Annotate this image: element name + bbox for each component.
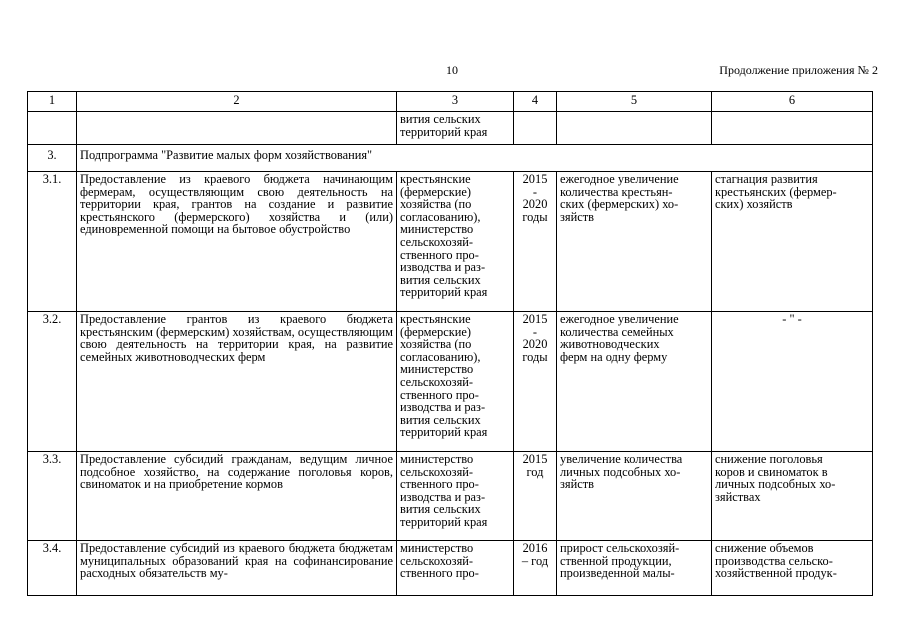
row-risk: снижение объемов производства сельско- хозяйственной продук- — [712, 541, 873, 596]
column-header: 1 — [28, 92, 77, 112]
row-description: Предоставление грантов из краевого бюджета крестьянским (фермерским) хозяйствам, осуществляющим свою деятельность на территории края, на развитие семейных животноводческих ферм — [77, 312, 397, 452]
section-number: 3. — [28, 145, 77, 172]
row-description: Предоставление субсидий из краевого бюджета бюджетам муниципальных образований края на софинансирование расходных обязательств му- — [80, 542, 393, 581]
row-description-cell — [77, 541, 397, 596]
row-description: Предоставление из краевого бюджета начинающим фермерам, осуществляющим свою деятельность на территории края, грантов на создание и развитие крестьянского (фермерского) хозяйства и (или) единовременной помощи на бытовое обустройство — [77, 172, 397, 312]
row-description: Предоставление субсидий гражданам, ведущим личное подсобное хозяйство, на содержание поголовья коров, свиноматок и на приобретение кормов — [77, 452, 397, 541]
row-period: 2015 - 2020 годы — [514, 312, 557, 452]
row-risk: стагнация развития крестьянских (фермер- ских) хозяйств — [712, 172, 873, 312]
column-header: 3 — [397, 92, 514, 112]
row-executor: крестьянские (фермерские) хозяйства (по согласованию), министерство сельскохозяй- ственного про- изводства и раз- вития сельских территорий края — [397, 312, 514, 452]
column-header: 5 — [557, 92, 712, 112]
row-result: ежегодное увеличение количества крестьян- ских (фермерских) хо- зяйств — [557, 172, 712, 312]
row-result: прирост сельскохозяй- ственной продукции, произведенной малы- — [557, 541, 712, 596]
continuation-label: Продолжение приложения № 2 — [719, 63, 878, 77]
column-header: 6 — [712, 92, 873, 112]
column-header: 4 — [514, 92, 557, 112]
column-header: 2 — [77, 92, 397, 112]
row-result: увеличение количества личных подсобных хо- зяйств — [557, 452, 712, 541]
column-header-row — [28, 92, 873, 112]
row-period: 2015 - 2020 годы — [514, 172, 557, 312]
row-number: 3.4. — [28, 541, 77, 596]
row-number: 3.3. — [28, 452, 77, 541]
table-row — [28, 452, 873, 541]
row-executor: министерство сельскохозяй- ственного про- — [397, 541, 514, 596]
row-result: ежегодное увеличение количества семейных животноводческих ферм на одну ферму — [557, 312, 712, 452]
row-executor: крестьянские (фермерские) хозяйства (по согласованию), министерство сельскохозяй- ственного про- изводства и раз- вития сельских территорий края — [397, 172, 514, 312]
table-row — [28, 541, 873, 596]
row-number: 3.2. — [28, 312, 77, 452]
section-row — [28, 145, 873, 172]
row-risk: снижение поголовья коров и свиноматок в личных подсобных хо- зяйствах — [712, 452, 873, 541]
table-row — [28, 312, 873, 452]
row-risk: - " - — [712, 312, 873, 452]
carry-over-row — [28, 112, 873, 145]
page-number: 10 — [446, 63, 458, 77]
section-title: Подпрограмма "Развитие малых форм хозяйствования" — [77, 145, 873, 172]
program-table — [27, 91, 873, 596]
carry-executor-cell: вития сельских территорий края — [397, 112, 514, 145]
row-executor: министерство сельскохозяй- ственного про- изводства и раз- вития сельских территорий края — [397, 452, 514, 541]
row-period: 2016 – год — [514, 541, 557, 596]
row-period: 2015 год — [514, 452, 557, 541]
table-row — [28, 172, 873, 312]
row-number: 3.1. — [28, 172, 77, 312]
